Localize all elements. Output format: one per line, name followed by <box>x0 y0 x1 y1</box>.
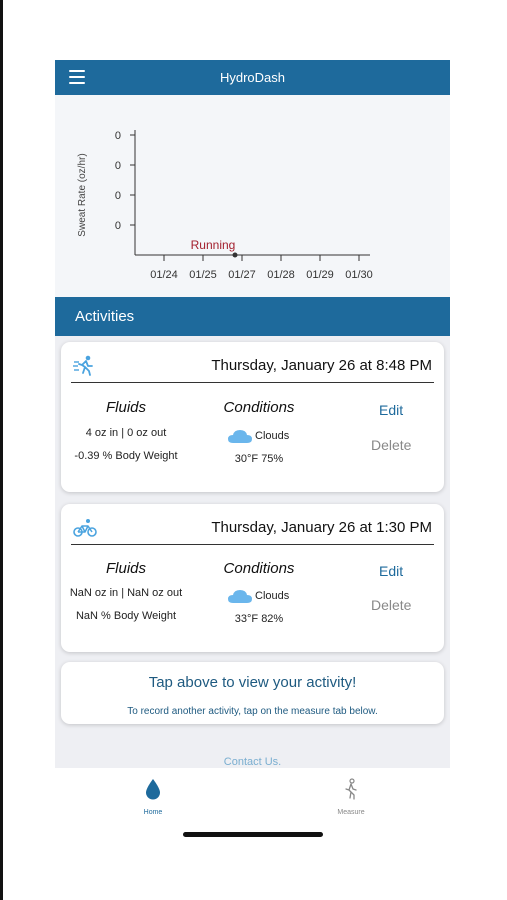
app-screen <box>55 0 450 900</box>
tap-hint-headline: Tap above to view your activity! <box>148 674 357 691</box>
y-axis-label: Sweat Rate (oz/hr) <box>77 153 88 237</box>
walking-person-icon <box>343 778 359 800</box>
sweat-rate-chart <box>55 95 450 297</box>
fluids-heading: Fluids <box>105 399 146 416</box>
contact-us-link[interactable]: Contact Us. <box>223 756 282 768</box>
tab-measure[interactable] <box>311 778 391 816</box>
activities-list <box>55 336 450 768</box>
activity-datetime: Thursday, January 26 at 1:30 PM <box>211 519 432 536</box>
top-app-bar <box>55 60 450 95</box>
cloud-icon <box>227 588 253 604</box>
conditions-heading: Conditions <box>223 399 295 416</box>
conditions-heading: Conditions <box>223 560 295 577</box>
fluids-body-weight: NaN % Body Weight <box>75 610 177 622</box>
app-title: HydroDash <box>219 70 286 85</box>
x-tick-label: 01/27 <box>228 269 256 281</box>
water-drop-icon <box>145 778 161 800</box>
fluids-body-weight: -0.39 % Body Weight <box>74 450 178 462</box>
temperature-humidity: 30°F 75% <box>234 453 284 465</box>
x-tick-label: 01/24 <box>150 269 178 281</box>
divider <box>71 544 434 545</box>
temperature-humidity: 33°F 82% <box>234 613 284 625</box>
tab-label: Home <box>143 809 163 816</box>
y-tick-label: 0 <box>114 130 121 142</box>
edit-button[interactable]: Edit <box>379 563 404 579</box>
home-indicator <box>183 832 323 837</box>
weather-condition: Clouds <box>255 590 290 602</box>
data-point-label: Running <box>190 238 236 252</box>
tap-hint-card <box>61 662 444 724</box>
tab-label: Measure <box>337 809 365 816</box>
edit-button[interactable]: Edit <box>379 402 404 418</box>
fluids-in-out: NaN oz in | NaN oz out <box>69 587 183 599</box>
weather-condition: Clouds <box>255 430 290 442</box>
bottom-tab-bar <box>55 768 450 834</box>
x-tick-label: 01/30 <box>345 269 373 281</box>
activity-datetime: Thursday, January 26 at 8:48 PM <box>211 357 432 374</box>
y-tick-label: 0 <box>114 220 121 232</box>
activity-card[interactable] <box>61 342 444 492</box>
divider <box>71 382 434 383</box>
tap-hint-subtext: To record another activity, tap on the measure tab below. <box>127 706 378 717</box>
bicycle-icon <box>73 516 97 540</box>
x-tick-label: 01/29 <box>306 269 334 281</box>
data-point[interactable] <box>233 253 238 258</box>
fluids-in-out: 4 oz in | 0 oz out <box>85 427 167 439</box>
running-icon <box>73 354 97 378</box>
chart-svg <box>55 95 450 297</box>
fluids-heading: Fluids <box>105 560 146 577</box>
cloud-icon <box>227 428 253 444</box>
delete-button[interactable]: Delete <box>371 437 412 453</box>
x-tick-label: 01/28 <box>267 269 295 281</box>
delete-button[interactable]: Delete <box>371 597 412 613</box>
activities-title: Activities <box>75 308 135 325</box>
tab-home[interactable] <box>113 778 193 816</box>
y-tick-label: 0 <box>114 190 121 202</box>
y-tick-label: 0 <box>114 160 121 172</box>
activity-card[interactable] <box>61 504 444 652</box>
x-tick-label: 01/25 <box>189 269 217 281</box>
activities-section-header <box>55 297 450 336</box>
device-edge <box>0 0 3 900</box>
